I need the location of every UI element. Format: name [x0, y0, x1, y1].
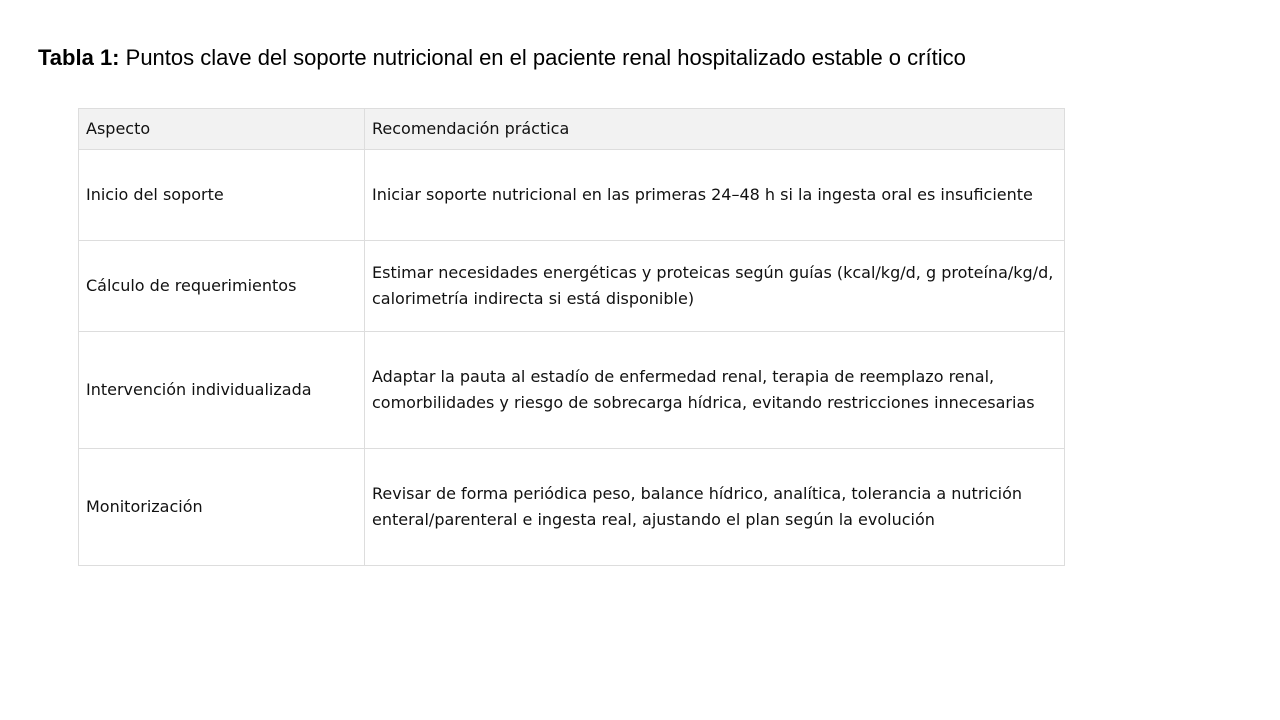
cell-aspecto: Cálculo de requerimientos: [79, 241, 365, 332]
table-row: [79, 150, 1065, 241]
table-row: [79, 241, 1065, 332]
nutrition-key-points-table: [78, 108, 1065, 566]
cell-aspecto: Inicio del soporte: [79, 150, 365, 241]
cell-recomendacion: Estimar necesidades energéticas y proteicas según guías (kcal/kg/d, g proteína/kg/d, calorimetría indirecta si está disponible): [365, 241, 1065, 332]
cell-aspecto: Monitorización: [79, 449, 365, 566]
table-header-row: [79, 109, 1065, 150]
table-caption: [38, 44, 966, 72]
table-row: [79, 332, 1065, 449]
cell-aspecto: Intervención individualizada: [79, 332, 365, 449]
cell-recomendacion: Adaptar la pauta al estadío de enfermedad renal, terapia de reemplazo renal, comorbilidades y riesgo de sobrecarga hídrica, evitando restricciones innecesarias: [365, 332, 1065, 449]
caption-text: Puntos clave del soporte nutricional en el paciente renal hospitalizado estable o crítico: [125, 45, 966, 70]
header-recomendacion: Recomendación práctica: [365, 109, 1065, 150]
caption-prefix: Tabla 1:: [38, 45, 120, 70]
table-row: [79, 449, 1065, 566]
header-aspecto: Aspecto: [79, 109, 365, 150]
cell-recomendacion: Iniciar soporte nutricional en las primeras 24–48 h si la ingesta oral es insuficiente: [365, 150, 1065, 241]
cell-recomendacion: Revisar de forma periódica peso, balance hídrico, analítica, tolerancia a nutrición enteral/parenteral e ingesta real, ajustando el plan según la evolución: [365, 449, 1065, 566]
